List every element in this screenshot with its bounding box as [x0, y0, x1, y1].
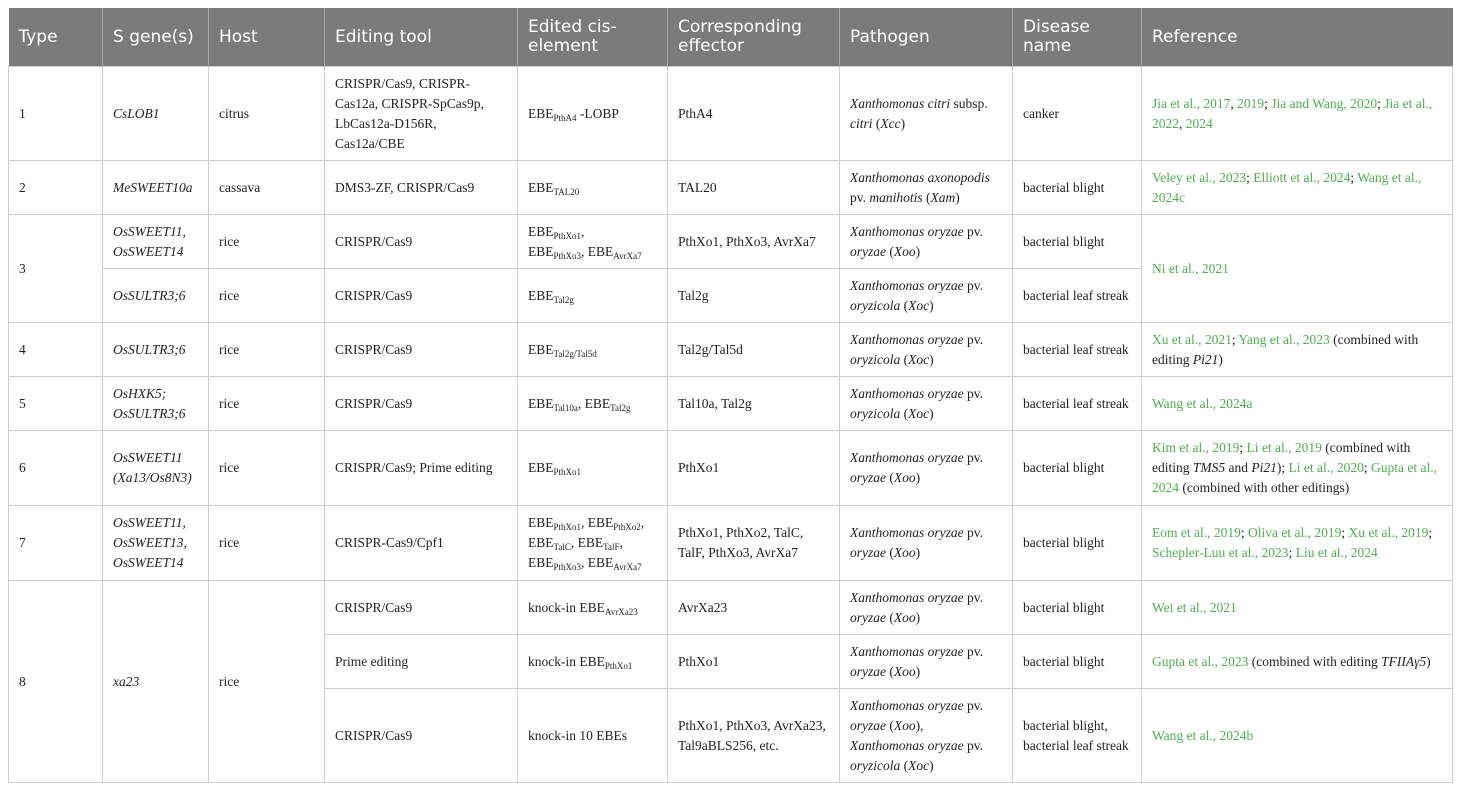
pathogen-genus-species: Xanthomonas citri [850, 95, 951, 111]
cis-text: EBE [528, 555, 554, 570]
pathogen-genus-species: Xanthomonas oryzae [850, 589, 964, 605]
header-pathogen: Pathogen [840, 8, 1013, 67]
ref-link[interactable]: Jia et al., 2022 [1152, 95, 1433, 131]
pathogen-paren: ( [900, 757, 909, 773]
cis-text: , [581, 555, 588, 570]
cell-gene [103, 431, 209, 506]
ref-link[interactable]: Veley et al., 2023 [1152, 169, 1247, 185]
cell-tool: CRISPR/Cas9 [325, 215, 518, 269]
cell-cis [518, 215, 668, 269]
cell-reference [1142, 67, 1453, 161]
pathogen-pathovar: oryzicola [850, 405, 901, 421]
cell-disease: bacterial blight [1013, 431, 1142, 506]
cis-text: EBE [528, 243, 554, 259]
pathogen-paren: ( [900, 297, 909, 313]
header-host: Host [209, 8, 325, 67]
ref-sep: ; [1350, 169, 1358, 185]
ref-link[interactable]: Wang et al., 2024a [1152, 395, 1253, 411]
pathogen-abbr: Xoo [893, 609, 916, 625]
pathogen-abbr: Xoc [908, 351, 930, 367]
pathogen-abbr: Xcc [880, 115, 901, 131]
ref-gene: Pi21 [1192, 351, 1219, 367]
ref-link[interactable]: Wei et al., 2021 [1152, 599, 1237, 615]
cell-cis [518, 581, 668, 635]
cell-tool: CRISPR/Cas9 [325, 269, 518, 323]
pathogen-paren: ) [915, 609, 921, 625]
cell-disease: bacterial leaf streak [1013, 269, 1142, 323]
pathogen-paren: ) [915, 243, 921, 259]
pathogen-paren: ( [886, 717, 894, 733]
cell-disease: bacterial leaf streak [1013, 377, 1142, 431]
cis-text: EBE [528, 460, 554, 475]
pathogen-paren: ) [915, 470, 921, 485]
pathogen-rank: pv. [963, 385, 983, 401]
cis-text: , [581, 223, 585, 239]
cis-text: EBE [528, 341, 554, 357]
cell-gene: OsHXK5; OsSULTR3;6 [103, 377, 209, 431]
ref-link[interactable]: Elliott et al., 2024 [1253, 169, 1351, 185]
cis-sub: Tal2g [610, 402, 631, 413]
cell-pathogen [840, 67, 1013, 161]
cis-text: -LOBP [576, 105, 619, 121]
ref-link[interactable]: Gupta et al., 2023 [1152, 653, 1249, 669]
cell-pathogen [840, 689, 1013, 783]
table-container [8, 8, 1453, 783]
ref-link[interactable]: Schepler-Luu et al., 2023 [1152, 545, 1289, 560]
cell-disease: canker [1013, 67, 1142, 161]
cell-host: rice [209, 431, 325, 506]
cis-sub: TalC [553, 542, 571, 552]
cell-cis [518, 377, 668, 431]
ref-note: ) [1426, 653, 1431, 669]
table-row [9, 215, 1453, 269]
pathogen-abbr: Xoc [908, 405, 930, 421]
cell-gene: MeSWEET10a [103, 161, 209, 215]
cis-sub: Tal2g [553, 294, 574, 305]
cis-sub: AvrXa7 [613, 250, 642, 261]
pathogen-pathovar: oryzae [850, 470, 886, 485]
cell-pathogen [840, 323, 1013, 377]
ref-note: and [1225, 460, 1252, 475]
ref-link[interactable]: Ni et al., 2021 [1152, 260, 1229, 276]
table-row [9, 323, 1453, 377]
ref-link[interactable]: Li et al., 2019 [1246, 440, 1322, 455]
pathogen-genus-species: Xanthomonas oryzae [850, 385, 964, 401]
cell-reference [1142, 161, 1453, 215]
cell-disease: bacterial blight [1013, 581, 1142, 635]
cell-host: rice [209, 377, 325, 431]
pathogen-genus-species: Xanthomonas oryzae [850, 331, 964, 347]
pathogen-pathovar: oryzicola [850, 297, 901, 313]
cis-sub: TAL20 [553, 186, 580, 197]
ref-sep: ; [1240, 525, 1248, 540]
pathogen-rank: pv. [963, 223, 983, 239]
cis-text: EBE [587, 243, 614, 259]
cell-cis [518, 506, 668, 581]
ref-link[interactable]: Gupta et al., 2024 [1152, 460, 1437, 495]
pathogen-paren: ) [915, 545, 921, 560]
ref-link[interactable]: Eom et al., 2019 [1152, 525, 1241, 540]
cell-tool: CRISPR/Cas9 [325, 689, 518, 783]
ref-gene: Pi21 [1251, 460, 1277, 475]
pathogen-paren: ( [886, 243, 894, 259]
cell-effector: PthXo1 [668, 431, 840, 506]
ref-link[interactable]: Wang et al., 2024c [1152, 169, 1422, 205]
pathogen-paren: ) [929, 405, 934, 421]
cell-cis [518, 323, 668, 377]
cis-sub: Tal10a [553, 402, 578, 413]
cell-cis [518, 161, 668, 215]
pathogen-pathovar: oryzae [850, 243, 886, 259]
ref-sep: ; [1231, 331, 1239, 347]
pathogen-rank: pv. [963, 277, 983, 293]
cell-disease: bacterial blight [1013, 635, 1142, 689]
header-reference: Reference [1142, 8, 1453, 67]
pathogen-rank: pv. [963, 525, 983, 540]
cell-effector: PthA4 [668, 67, 840, 161]
cell-tool: CRISPR-Cas9/Cpf1 [325, 506, 518, 581]
cell-gene: xa23 [103, 581, 209, 783]
table-row [9, 377, 1453, 431]
cell-pathogen [840, 377, 1013, 431]
cell-type: 3 [9, 215, 103, 323]
ref-sep: ; [1288, 545, 1296, 560]
pathogen-pathovar: oryzae [850, 663, 886, 679]
cell-pathogen [840, 269, 1013, 323]
cell-type: 8 [9, 581, 103, 783]
ref-sep: ; [1239, 440, 1247, 455]
cell-reference [1142, 377, 1453, 431]
cis-text: EBE [587, 555, 614, 570]
cell-type: 2 [9, 161, 103, 215]
cis-text: EBE [528, 535, 554, 550]
cell-pathogen [840, 506, 1013, 581]
cis-text: EBE [528, 223, 554, 239]
ref-note: ) [1218, 351, 1223, 367]
cell-disease: bacterial blight [1013, 506, 1142, 581]
cell-type: 6 [9, 431, 103, 506]
ref-note: ); [1276, 460, 1289, 475]
pathogen-abbr: Xoo [893, 243, 916, 259]
cis-text: , [577, 395, 585, 411]
cell-tool: DMS3-ZF, CRISPR/Cas9 [325, 161, 518, 215]
pathogen-paren: ( [900, 351, 909, 367]
cell-cis [518, 269, 668, 323]
cell-host: citrus [209, 67, 325, 161]
ref-link[interactable]: Jia et al., 2017 [1152, 95, 1231, 111]
pathogen-rank: pv. [963, 331, 983, 347]
ref-sep: , [1230, 95, 1238, 111]
header-type: Type [9, 8, 103, 67]
pathogen-pathovar: oryzae [850, 545, 886, 560]
ref-sep: ; [1341, 525, 1349, 540]
cis-sub: PthXo1 [553, 230, 582, 241]
cell-pathogen [840, 635, 1013, 689]
cell-effector: Tal10a, Tal2g [668, 377, 840, 431]
cell-reference [1142, 506, 1453, 581]
cell-effector: PthXo1, PthXo2, TalC, TalF, PthXo3, AvrXa7 [668, 506, 840, 581]
ref-link[interactable]: Li et al., 2020 [1288, 460, 1364, 475]
cell-host: rice [209, 506, 325, 581]
ref-link[interactable]: Kim et al., 2019 [1152, 440, 1240, 455]
cell-tool: Prime editing [325, 635, 518, 689]
cell-gene: OsSWEET11, OsSWEET14 [103, 215, 209, 269]
pathogen-paren: ) [929, 297, 934, 313]
cell-pathogen [840, 581, 1013, 635]
cell-cis [518, 635, 668, 689]
pathogen-rank: subsp. [950, 95, 988, 111]
table-row [9, 161, 1453, 215]
pathogen-genus-species: Xanthomonas oryzae [850, 450, 964, 465]
pathogen-rank: pv. [963, 450, 983, 465]
cis-sub: PthXo1 [604, 660, 633, 671]
header-s-genes: S gene(s) [103, 8, 209, 67]
cis-sub: PthXo3 [553, 562, 582, 572]
pathogen-abbr: Xoo [893, 545, 916, 560]
ref-link[interactable]: Liu et al., 2024 [1295, 545, 1378, 560]
cell-effector: PthXo1 [668, 635, 840, 689]
cell-tool: CRISPR/Cas9 [325, 581, 518, 635]
cis-text: EBE [587, 515, 614, 530]
cis-sub: TalF [603, 542, 620, 552]
ref-sep: ; [1377, 95, 1385, 111]
pathogen-paren: ) [915, 663, 921, 679]
cell-gene: OsSULTR3;6 [103, 269, 209, 323]
cell-host: cassava [209, 161, 325, 215]
cis-sub: PthXo3 [553, 250, 582, 261]
pathogen-rank: pv. [963, 737, 983, 753]
cell-pathogen [840, 431, 1013, 506]
cell-host: rice [209, 581, 325, 783]
gene-name: OsSWEET11 [113, 450, 183, 465]
cell-gene: CsLOB1 [103, 67, 209, 161]
pathogen-pathovar: oryzicola [850, 351, 901, 367]
cell-effector: AvrXa23 [668, 581, 840, 635]
cis-sub: PthXo1 [553, 522, 582, 532]
pathogen-paren: ) [929, 351, 934, 367]
pathogen-abbr: Xoc [908, 297, 930, 313]
ref-link[interactable]: Yang et al., 2023 [1238, 331, 1330, 347]
pathogen-paren: ( [886, 663, 894, 679]
header-disease: Disease name [1013, 8, 1142, 67]
cis-text: EBE [528, 105, 554, 121]
ref-note: (combined with editing [1152, 331, 1419, 367]
cell-tool: CRISPR/Cas9; Prime editing [325, 431, 518, 506]
cell-reference [1142, 581, 1453, 635]
cell-reference [1142, 689, 1453, 783]
cell-tool: CRISPR/Cas9, CRISPR-Cas12a, CRISPR-SpCas9p, LbCas12a-D156R, Cas12a/CBE [325, 67, 518, 161]
pathogen-pathovar: manihotis [869, 189, 923, 205]
cis-text: , [619, 535, 623, 550]
cell-effector: Tal2g [668, 269, 840, 323]
cis-text: EBE [584, 395, 611, 411]
cell-effector: PthXo1, PthXo3, AvrXa7 [668, 215, 840, 269]
cell-type: 1 [9, 67, 103, 161]
cell-effector: TAL20 [668, 161, 840, 215]
pathogen-genus-species: Xanthomonas oryzae [850, 223, 964, 239]
cis-text: EBE [577, 535, 604, 550]
cis-text: knock-in EBE [528, 599, 605, 615]
header-cis-element: Edited cis-element [518, 8, 668, 67]
cell-disease: bacterial blight, bacterial leaf streak [1013, 689, 1142, 783]
ref-sep: ; [1246, 169, 1254, 185]
pathogen-genus-species: Xanthomonas axonopodis [850, 169, 990, 185]
pathogen-paren: ( [900, 405, 909, 421]
cis-text: EBE [528, 287, 554, 303]
cell-gene: OsSULTR3;6 [103, 323, 209, 377]
cis-sub: Tal2g/Tal5d [553, 348, 597, 359]
cell-tool: CRISPR/Cas9 [325, 323, 518, 377]
pathogen-abbr: Xam [930, 189, 956, 205]
cis-text: , [581, 243, 588, 259]
cell-reference [1142, 431, 1453, 506]
ref-sep: ; [1363, 460, 1372, 475]
cis-sub: AvrXa7 [613, 562, 642, 572]
pathogen-paren: ( [886, 545, 894, 560]
cis-text: EBE [528, 515, 554, 530]
cell-effector: Tal2g/Tal5d [668, 323, 840, 377]
cell-disease: bacterial blight [1013, 215, 1142, 269]
pathogen-pathovar: oryzicola [850, 757, 901, 773]
cis-sub: PthXo1 [553, 467, 582, 477]
cell-reference [1142, 323, 1453, 377]
pathogen-genus-species: Xanthomonas oryzae [850, 643, 964, 659]
pathogen-genus-species: Xanthomonas oryzae [850, 697, 964, 713]
cell-type: 7 [9, 506, 103, 581]
header-row [9, 8, 1453, 67]
cell-reference [1142, 215, 1453, 323]
table-row [9, 506, 1453, 581]
pathogen-rank: pv. [963, 643, 983, 659]
s-gene-editing-table [8, 8, 1453, 783]
cell-disease: bacterial leaf streak [1013, 323, 1142, 377]
pathogen-paren: ( [886, 470, 894, 485]
cis-text: EBE [528, 395, 554, 411]
cis-text: EBE [528, 179, 554, 195]
ref-link[interactable]: Xu et al., 2021 [1152, 331, 1232, 347]
pathogen-abbr: Xoo [893, 717, 916, 733]
gene-alias: (Xa13/Os8N3) [113, 470, 192, 485]
pathogen-abbr: Xoo [893, 470, 916, 485]
cell-effector: PthXo1, PthXo3, AvrXa23, Tal9aBLS256, etc. [668, 689, 840, 783]
pathogen-paren: ( [872, 115, 881, 131]
ref-link[interactable]: 2024 [1185, 115, 1213, 131]
cis-text: , [581, 515, 588, 530]
cis-text: , [570, 535, 578, 550]
cell-type: 4 [9, 323, 103, 377]
cell-host: rice [209, 269, 325, 323]
pathogen-pathovar: oryzae [850, 717, 886, 733]
header-effector: Corresponding effector [668, 8, 840, 67]
ref-link[interactable]: Oliva et al., 2019 [1248, 525, 1342, 540]
ref-sep: ; [1428, 525, 1433, 540]
cis-text: , [640, 515, 645, 530]
pathogen-rank: pv. [963, 589, 983, 605]
table-row [9, 431, 1453, 506]
pathogen-genus-species: Xanthomonas oryzae [850, 277, 964, 293]
pathogen-genus-species: Xanthomonas oryzae [850, 525, 964, 540]
pathogen-genus-species: Xanthomonas oryzae [850, 737, 964, 753]
table-row [9, 581, 1453, 635]
cell-cis: knock-in 10 EBEs [518, 689, 668, 783]
ref-link[interactable]: Xu et al., 2019 [1348, 525, 1429, 540]
ref-link[interactable]: Jia and Wang, 2020 [1271, 95, 1378, 111]
ref-link[interactable]: 2019 [1237, 95, 1265, 111]
pathogen-abbr: Xoc [908, 757, 930, 773]
cell-gene: OsSWEET11, OsSWEET13, OsSWEET14 [103, 506, 209, 581]
cell-host: rice [209, 215, 325, 269]
header-editing-tool: Editing tool [325, 8, 518, 67]
pathogen-rank: pv. [850, 189, 870, 205]
cis-sub: AvrXa23 [604, 606, 638, 617]
pathogen-paren: ), [915, 717, 924, 733]
cell-disease: bacterial blight [1013, 161, 1142, 215]
ref-gene: TFIIAγ5 [1381, 653, 1427, 669]
cell-type: 5 [9, 377, 103, 431]
cis-sub: PthA4 [553, 112, 577, 123]
pathogen-paren: ( [922, 189, 931, 205]
pathogen-paren: ) [900, 115, 906, 131]
cis-sub: PthXo2 [613, 522, 641, 532]
ref-note: (combined with editing [1152, 440, 1411, 475]
cell-pathogen [840, 161, 1013, 215]
cell-cis [518, 67, 668, 161]
ref-note: (combined with editing [1248, 653, 1382, 669]
ref-gene: TMS5 [1192, 460, 1226, 475]
cell-host: rice [209, 323, 325, 377]
cis-text: knock-in EBE [528, 653, 605, 669]
ref-sep: ; [1264, 95, 1272, 111]
pathogen-subspecies: citri [850, 115, 873, 131]
cell-tool: CRISPR/Cas9 [325, 377, 518, 431]
pathogen-paren: ) [955, 189, 960, 205]
table-row [9, 67, 1453, 161]
cell-pathogen [840, 215, 1013, 269]
pathogen-pathovar: oryzae [850, 609, 886, 625]
pathogen-abbr: Xoo [893, 663, 916, 679]
cell-reference [1142, 635, 1453, 689]
pathogen-rank: pv. [963, 697, 983, 713]
pathogen-paren: ( [886, 609, 894, 625]
cell-cis [518, 431, 668, 506]
ref-note: (combined with other editings) [1179, 480, 1350, 495]
ref-sep: , [1179, 115, 1186, 131]
pathogen-paren: ) [929, 757, 934, 773]
ref-link[interactable]: Wang et al., 2024b [1152, 727, 1254, 743]
